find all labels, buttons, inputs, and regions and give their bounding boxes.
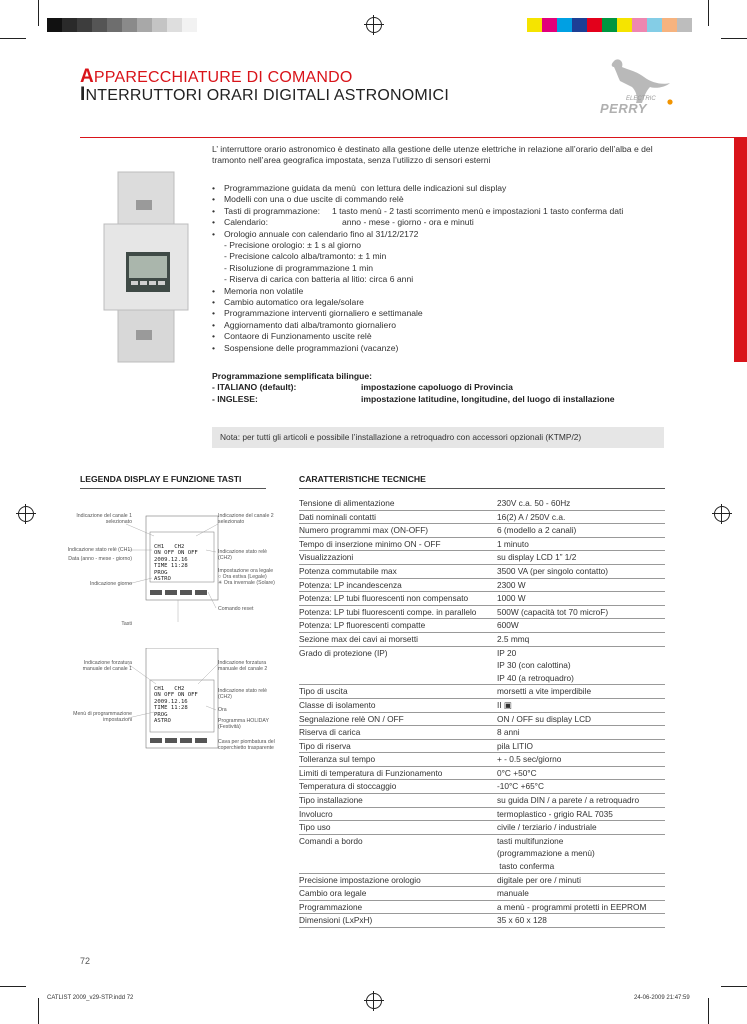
spec-row — [299, 685, 665, 699]
spec-key: Temperatura di stoccaggio — [299, 781, 397, 792]
intro-paragraph: L’ interruttore orario astronomico è destinato alla gestione delle utenze elettriche in relazione all’orario dell’alba e del tramonto nell’area geografica impostata, senza l’utilizzo di sensori esterni — [212, 144, 653, 166]
tech-heading-rule — [299, 488, 665, 489]
label-ora-invernale: ✳ Ora invernale (Solare) — [218, 580, 275, 586]
label-stato-ch1: Indicazione stato relè (CH1) — [67, 547, 132, 553]
calibration-swatch — [647, 18, 662, 32]
label-ora: Ora — [218, 707, 227, 713]
label-ora-legale: Impostazione ora legale — [218, 568, 274, 574]
calibration-swatch — [122, 18, 137, 32]
spec-key: Limiti di temperatura di Funzionamento — [299, 767, 443, 778]
feature-item — [212, 343, 692, 354]
header-divider — [80, 137, 747, 138]
spec-row — [299, 874, 665, 888]
label-giorno: Indicazione giorno — [89, 581, 132, 587]
spec-value: ON / OFF su display LCD — [497, 713, 592, 724]
spec-value: digitale per ore / minuti — [497, 874, 581, 885]
feature-text: Orologio annuale con calendario fino al 31/12/2172 — [224, 228, 419, 239]
calibration-swatch — [557, 18, 572, 32]
calibration-swatch — [587, 18, 602, 32]
spec-value: su guida DIN / a parete / a retroquadro — [497, 795, 640, 806]
label-menu: Menù di programmazione impostazioni — [73, 711, 132, 723]
feature-item — [212, 331, 692, 342]
label-ind-ch1: Indicazione del canale 1 selezionato — [76, 513, 132, 525]
spec-value: tasto conferma — [497, 861, 555, 872]
calibration-swatch — [182, 18, 197, 32]
spec-row — [299, 794, 665, 808]
page-number: 72 — [80, 956, 91, 966]
feature-item — [212, 308, 692, 319]
spec-key: Riserva di carica — [299, 727, 361, 738]
legend-heading: LEGENDA DISPLAY E FUNZIONE TASTI — [80, 474, 242, 484]
language-description: impostazione latitudine, longitudine, del luogo di installazione — [361, 393, 615, 404]
label-ora-estiva: ○ Ora estiva (Legale) — [218, 574, 267, 580]
feature-text: Cambio automatico ora legale/solare — [224, 297, 364, 308]
spec-key: Tipo installazione — [299, 795, 363, 806]
label-tasti: Tasti — [121, 621, 132, 627]
spec-value: + - 0.5 sec/giorno — [497, 754, 562, 765]
language-label: - INGLESE: — [212, 393, 258, 404]
file-name: CATLIST 2009_v29-STP.indd 72 — [47, 995, 134, 1001]
spec-row — [299, 511, 665, 525]
spec-row — [299, 726, 665, 740]
spec-value: II ▣ — [497, 699, 512, 710]
spec-row — [299, 606, 665, 620]
feature-item — [212, 297, 692, 308]
feature-sub-item: - Risoluzione di programmazione 1 min — [224, 262, 374, 273]
spec-key: Comandi a bordo — [299, 835, 363, 846]
spec-value: -10°C +65°C — [497, 781, 544, 792]
spec-key: Dimensioni (LxPxH) — [299, 915, 373, 926]
spec-value: pila LITIO — [497, 740, 533, 751]
language-description: impostazione capoluogo di Provincia — [361, 382, 513, 393]
spec-key: Potenza: LP tubi fluorescenti non compensato — [299, 593, 469, 604]
spec-row — [299, 633, 665, 647]
spec-value: 2300 W — [497, 579, 526, 590]
spec-value: IP 40 (a retroquadro) — [497, 672, 574, 683]
spec-row — [299, 659, 665, 672]
spec-value: 16(2) A / 250V c.a. — [497, 511, 566, 522]
spec-row — [299, 860, 665, 874]
spec-value: termoplastico - grigio RAL 7035 — [497, 808, 613, 819]
label-forz1: Indicazione forzatura manuale del canale 1 — [82, 660, 132, 672]
registration-mark-bottom — [366, 993, 382, 1009]
spec-value: manuale — [497, 888, 529, 899]
spec-key: Potenza: LP incandescenza — [299, 579, 402, 590]
crop-mark — [708, 998, 709, 1024]
registration-mark-top — [366, 17, 382, 33]
spec-row — [299, 901, 665, 915]
feature-item — [212, 183, 692, 194]
spec-key: Cambio ora legale — [299, 888, 367, 899]
bilingual-row — [212, 394, 615, 405]
spec-row — [299, 647, 665, 660]
spec-key: Potenza: LP fluorescenti compatte — [299, 620, 426, 631]
crop-mark — [721, 986, 747, 987]
feature-sub-item: - Precisione calcolo alba/tramonto: ± 1 min — [224, 251, 387, 262]
spec-key: Potenza commutabile max — [299, 565, 397, 576]
spec-row — [299, 835, 665, 848]
spec-row — [299, 847, 665, 860]
bullet-icon: • — [212, 319, 216, 330]
bullet-icon: • — [212, 308, 216, 319]
crop-mark — [0, 38, 26, 39]
tech-spec-table — [299, 497, 665, 928]
feature-text: Programmazione guidata da menù con lettura delle indicazioni sul display — [224, 183, 507, 193]
spec-row — [299, 821, 665, 835]
bullet-icon: • — [212, 183, 216, 193]
label-stato-ch2: Indicazione stato relè (CH2) — [218, 549, 268, 561]
spec-key: Involucro — [299, 808, 333, 819]
calibration-swatch — [62, 18, 77, 32]
legend-heading-rule — [80, 488, 266, 489]
feature-text: Tasti di programmazione: 1 tasto menù - 2 tasti scorrimento menù e impostazioni 1 tasto conferma dati — [224, 205, 624, 216]
spec-value: 1 minuto — [497, 538, 529, 549]
tech-heading: CARATTERISTICHE TECNICHE — [299, 474, 426, 484]
crop-mark — [38, 998, 39, 1024]
spec-value: 230V c.a. 50 - 60Hz — [497, 498, 571, 508]
calibration-swatch — [617, 18, 632, 32]
calibration-swatch — [527, 18, 542, 32]
calibration-swatch — [677, 18, 692, 32]
spec-value: tasti multifunzione — [497, 835, 564, 846]
spec-row — [299, 619, 665, 633]
bullet-icon: • — [212, 297, 216, 308]
product-image — [96, 170, 196, 370]
feature-text: Contaore di Funzionamento uscite relè — [224, 331, 372, 342]
calibration-swatch — [77, 18, 92, 32]
page-title-product: INTERRUTTORI ORARI DIGITALI ASTRONOMICI — [80, 84, 449, 105]
calibration-swatch — [152, 18, 167, 32]
spec-row — [299, 887, 665, 901]
language-label: - ITALIANO (default): — [212, 382, 297, 393]
bullet-icon: • — [212, 194, 216, 205]
spec-key: Tempo di inserzione minimo ON - OFF — [299, 538, 441, 549]
feature-item — [212, 229, 692, 240]
calibration-swatch — [632, 18, 647, 32]
spec-key: Sezione max dei cavi ai morsetti — [299, 633, 418, 644]
spec-key: Numero programmi max (ON-OFF) — [299, 525, 429, 536]
spec-value: civile / terziario / industriale — [497, 822, 597, 833]
calibration-swatch — [137, 18, 152, 32]
feature-list — [212, 183, 692, 354]
bullet-icon: • — [212, 342, 216, 353]
spec-key: Precisione impostazione orologio — [299, 874, 421, 885]
label-stato-rele-ch2: Indicazione stato relè (CH2) — [218, 688, 268, 700]
spec-key: Dati nominali contatti — [299, 511, 377, 522]
bullet-icon: • — [212, 228, 216, 239]
spec-value: a menù - programmi protetti in EEPROM — [497, 901, 647, 912]
calibration-swatch — [602, 18, 617, 32]
feature-text: Aggiornamento dati alba/tramonto giornaliero — [224, 319, 396, 330]
feature-text: Programmazione interventi giornaliero e settimanale — [224, 308, 423, 319]
spec-row — [299, 740, 665, 754]
bilingual-section — [212, 371, 615, 405]
spec-key — [299, 860, 497, 873]
spec-key: Classe di isolamento — [299, 699, 376, 710]
spec-value: 600W — [497, 620, 519, 631]
print-timestamp: 24-06-2009 21:47:59 — [634, 995, 690, 1001]
crop-mark — [721, 38, 747, 39]
feature-item — [212, 194, 692, 205]
side-accent-bar — [734, 137, 747, 362]
spec-row — [299, 808, 665, 822]
spec-key: Visualizzazioni — [299, 552, 354, 563]
spec-row — [299, 565, 665, 579]
grayscale-calibration-bar — [47, 18, 197, 32]
spec-value: 3500 VA (per singolo contatto) — [497, 565, 609, 576]
spec-value: 6 (modello a 2 canali) — [497, 525, 577, 536]
crop-mark — [38, 0, 39, 26]
calibration-swatch — [662, 18, 677, 32]
feature-item — [212, 206, 692, 217]
feature-item — [212, 286, 692, 297]
calibration-swatch — [542, 18, 557, 32]
label-cava: Cava per piombatura del coperchietto trasparente — [218, 739, 275, 751]
feature-item — [212, 217, 692, 228]
spec-row — [299, 538, 665, 552]
spec-value: 0°C +50°C — [497, 767, 537, 778]
spec-row — [299, 672, 665, 686]
feature-sub-item: - Precisione orologio: ± 1 s al giorno — [224, 240, 362, 251]
spec-value: 2.5 mmq — [497, 633, 530, 644]
label-forz2: Indicazione forzatura manuale del canale 2 — [218, 660, 268, 672]
spec-key — [299, 659, 497, 672]
svg-text:ELECTRIC: ELECTRIC — [626, 96, 656, 102]
spec-row — [299, 551, 665, 565]
calibration-swatch — [92, 18, 107, 32]
spec-row — [299, 914, 665, 928]
calibration-swatch — [167, 18, 182, 32]
registration-mark-right — [714, 506, 730, 522]
spec-key: Segnalazione relè ON / OFF — [299, 713, 404, 724]
spec-value: 8 anni — [497, 727, 520, 738]
spec-row — [299, 713, 665, 727]
page-title-category: APPARECCHIATURE DI COMANDO — [80, 66, 353, 87]
bilingual-row — [212, 382, 615, 393]
spec-row — [299, 780, 665, 794]
spec-key: Programmazione — [299, 901, 363, 912]
spec-value: IP 30 (con calottina) — [497, 660, 571, 671]
perry-electric-logo — [596, 55, 674, 115]
spec-row — [299, 699, 665, 713]
svg-text:PERRY: PERRY — [600, 101, 648, 115]
crop-mark — [708, 0, 709, 26]
spec-key: Tolleranza sul tempo — [299, 754, 376, 765]
feature-text: Modelli con una o due uscite di commando relè — [224, 194, 404, 205]
bullet-icon: • — [212, 205, 216, 216]
label-data: Data (anno - mese - giorno) — [68, 556, 132, 562]
spec-key — [299, 847, 497, 860]
spec-value: IP 20 — [497, 647, 517, 658]
spec-key: Tipo uso — [299, 822, 331, 833]
feature-sub-item: - Riserva di carica con batteria al litio: circa 6 anni — [224, 274, 414, 285]
spec-row — [299, 753, 665, 767]
bullet-icon: • — [212, 285, 216, 296]
crop-mark — [0, 986, 26, 987]
spec-row — [299, 497, 665, 511]
spec-row — [299, 579, 665, 593]
feature-item — [212, 320, 692, 331]
spec-value: (programmazione a menù) — [497, 848, 595, 859]
calibration-swatch — [107, 18, 122, 32]
feature-text: Calendario: anno - mese - giorno - ora e minuti — [224, 217, 474, 228]
bullet-icon: • — [212, 331, 216, 342]
display-legend-diagram: CH1 CH2 ON OFF ON OFF 2009.12.16 TIME 11:28 PROG ASTRO Indicazione del canale 1 selezionato Indicazione del canale 2 selezionato Indicazione stato relè (CH1) Data (anno - mese - giorno) Indicazione stato relè (CH2) Impostazione ora legale ○ Ora estiva (Legale) ✳ Ora invernale (Solare) Indicazione giorno Comando reset Tasti — [67, 513, 275, 627]
spec-value: 1000 W — [497, 593, 526, 604]
feature-text: Memoria non volatile — [224, 285, 304, 296]
label-holiday: Programma HOLIDAY (Festività) — [218, 718, 269, 730]
spec-value: su display LCD 1” 1/2 — [497, 552, 577, 563]
bullet-icon: • — [212, 217, 216, 228]
display-legend-diagram-2: CH1 CH2 ON OFF ON OFF 2009.12.16 TIME 11:28 PROG ASTRO Indicazione forzatura manuale del canale 1 Indicazione forzatura manuale del canale 2 Indicazione stato relè (CH2) Menù di programmazione impostazioni Ora Programma HOLIDAY (Festività) Cava per piombatura del coperchietto trasparente — [66, 648, 276, 758]
feature-text: Sospensione delle programmazioni (vacanze) — [224, 342, 399, 353]
spec-key: Tipo di riserva — [299, 740, 351, 751]
registration-mark-left — [18, 506, 34, 522]
spec-row — [299, 592, 665, 606]
spec-key: Tipo di uscita — [299, 686, 348, 697]
spec-value: morsetti a vite imperdibile — [497, 686, 592, 697]
spec-key: Tensione di alimentazione — [299, 498, 395, 508]
spec-value: 35 x 60 x 128 — [497, 915, 547, 926]
spec-value: 500W (capacità tot 70 microF) — [497, 606, 609, 617]
spec-key — [299, 672, 497, 685]
color-calibration-bar — [527, 18, 692, 32]
calibration-swatch — [47, 18, 62, 32]
calibration-swatch — [572, 18, 587, 32]
spec-row — [299, 767, 665, 781]
label-ind-ch2: Indicazione del canale 2 selezionato — [218, 513, 274, 525]
spec-row — [299, 524, 665, 538]
spec-key: Potenza: LP tubi fluorescenti compe. in parallelo — [299, 606, 477, 617]
bilingual-heading: Programmazione semplificata bilingue: — [212, 371, 372, 381]
label-reset: Comando reset — [218, 606, 254, 612]
note-box: Nota: per tutti gli articoli e possibile l’installazione a retroquadro con accessori opzionali (KTMP/2) — [212, 427, 664, 448]
spec-key: Grado di protezione (IP) — [299, 647, 388, 658]
